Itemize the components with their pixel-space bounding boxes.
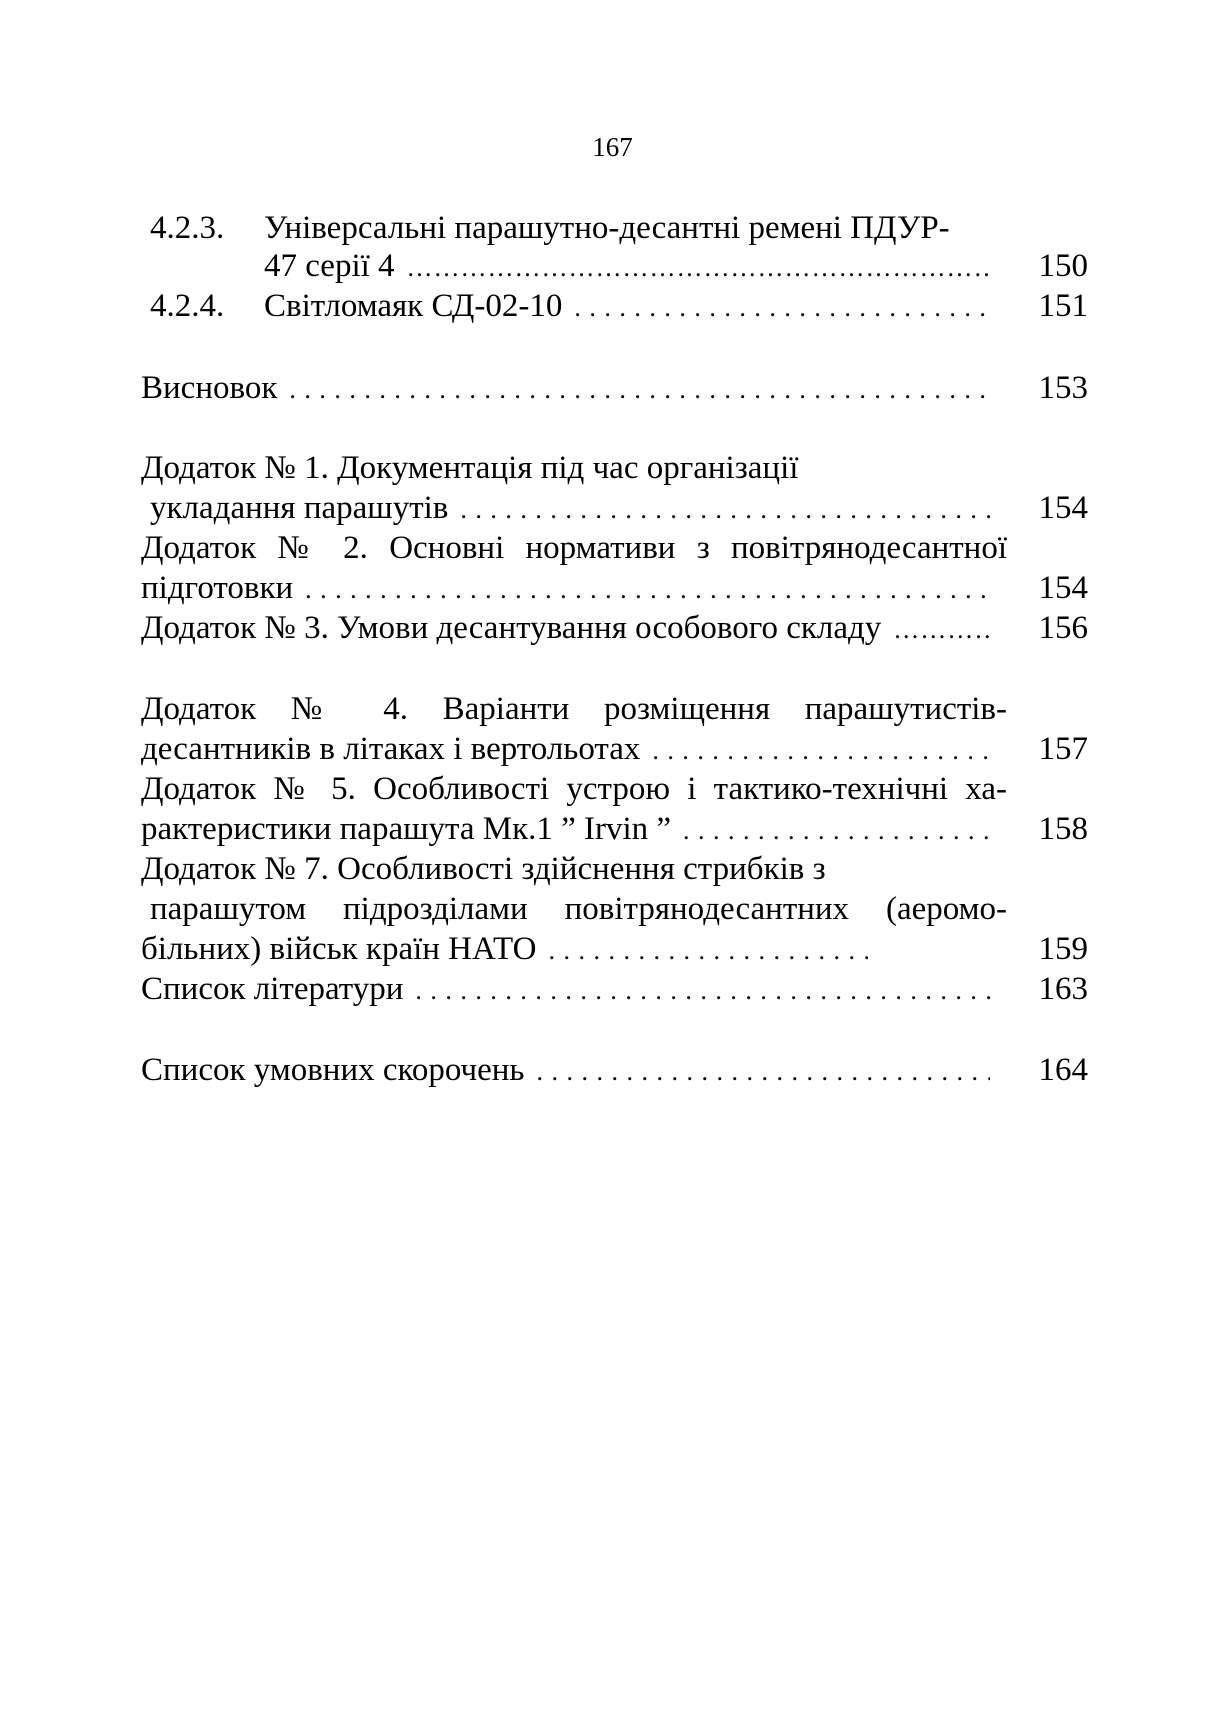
toc-entry-title: укладання парашутів bbox=[150, 490, 449, 526]
toc-entry-title: підготовки bbox=[141, 570, 294, 606]
toc-page-number: 153 bbox=[1038, 370, 1088, 406]
dot-leader bbox=[683, 811, 990, 849]
toc-entry-title: більних) військ країн НАТО bbox=[141, 931, 537, 967]
toc-entry-title: Список умовних скорочень bbox=[141, 1052, 525, 1088]
toc-entry-title: Список літератури bbox=[141, 971, 404, 1007]
toc-entry-title: Висновок bbox=[141, 370, 278, 406]
toc-page-number: 158 bbox=[1038, 811, 1088, 847]
toc-entry-title: парашутом підрозділами повітрянодесантних (аеромо- bbox=[150, 891, 1007, 927]
toc-page-number: 157 bbox=[1038, 731, 1088, 767]
toc-entry-appendix-3 bbox=[141, 608, 1088, 648]
toc-entry-title: Світломаяк СД-02-10 bbox=[264, 288, 563, 324]
toc-page-number: 164 bbox=[1038, 1052, 1088, 1088]
toc-entry-appendix-2-line1 bbox=[141, 528, 1007, 568]
toc-entry-423-line2 bbox=[264, 246, 1088, 286]
toc-entry-title: Додаток № 1. Документація під час організації bbox=[141, 450, 799, 486]
dot-leader bbox=[652, 731, 990, 769]
toc-entry-title: рактеристики парашута Мк.1 ” Irvin ” bbox=[141, 811, 672, 847]
toc-entry-appendix-1-line1 bbox=[141, 448, 1088, 488]
toc-entry-appendix-4-line2 bbox=[141, 729, 1088, 769]
section-number: 4.2.4. bbox=[150, 288, 225, 324]
toc-page-number: 156 bbox=[1038, 610, 1088, 646]
dot-leader bbox=[574, 288, 990, 326]
toc-entry-appendix-5-line1 bbox=[141, 769, 1007, 809]
dot-leader bbox=[407, 248, 990, 286]
dot-leader bbox=[549, 931, 868, 969]
toc-entry-title: Додаток № 3. Умови десантування особового складу bbox=[141, 610, 882, 646]
toc-page-number: 159 bbox=[1038, 931, 1088, 967]
dot-leader bbox=[893, 610, 990, 648]
toc-entry-title: Додаток № 2. Основні нормативи з повітрянодесантної bbox=[141, 530, 1007, 566]
toc-entry-appendix-5-line2 bbox=[141, 809, 1088, 849]
dot-leader bbox=[415, 971, 990, 1009]
toc-page-number: 154 bbox=[1038, 490, 1088, 526]
toc-entry-appendix-1-line2 bbox=[150, 488, 1088, 528]
toc-entry-references bbox=[141, 969, 1088, 1009]
dot-leader bbox=[460, 490, 990, 528]
section-number: 4.2.3. bbox=[150, 210, 225, 246]
toc-entry-appendix-4-line1 bbox=[141, 689, 1007, 729]
toc-entry-title: Додаток № 5. Особливості устрою і тактико-технічні ха- bbox=[141, 771, 1007, 807]
toc-page-number: 163 bbox=[1038, 971, 1088, 1007]
toc-entry-423-line1 bbox=[141, 208, 1088, 248]
toc-entry-appendix-7-line3 bbox=[141, 929, 1088, 969]
toc-entry-appendix-2-line2 bbox=[141, 568, 1088, 608]
dot-leader bbox=[536, 1052, 990, 1090]
toc-entry-title: десантників в літаках і вертольотах bbox=[141, 731, 641, 767]
toc-entry-appendix-7-line1 bbox=[141, 849, 1088, 889]
toc-entry-424 bbox=[141, 286, 1088, 326]
page-number: 167 bbox=[592, 132, 633, 162]
toc-entry-title: 47 серії 4 bbox=[264, 248, 395, 284]
toc-entry-abbreviations bbox=[141, 1050, 1088, 1090]
toc-page-number: 150 bbox=[1038, 248, 1088, 284]
dot-leader bbox=[305, 570, 990, 608]
toc-page-number: 151 bbox=[1038, 288, 1088, 324]
toc-entry-title: Додаток № 4. Варіанти розміщення парашутистів- bbox=[141, 691, 1007, 727]
toc-entry-title: Універсальні парашутно-десантні ремені ПДУР- bbox=[264, 210, 950, 246]
dot-leader bbox=[289, 370, 990, 408]
toc-entry-title: Додаток № 7. Особливості здійснення стрибків з bbox=[141, 851, 826, 887]
toc-entry-conclusion bbox=[141, 368, 1088, 408]
toc-entry-appendix-7-line2 bbox=[150, 889, 1007, 929]
toc-page-number: 154 bbox=[1038, 570, 1088, 606]
